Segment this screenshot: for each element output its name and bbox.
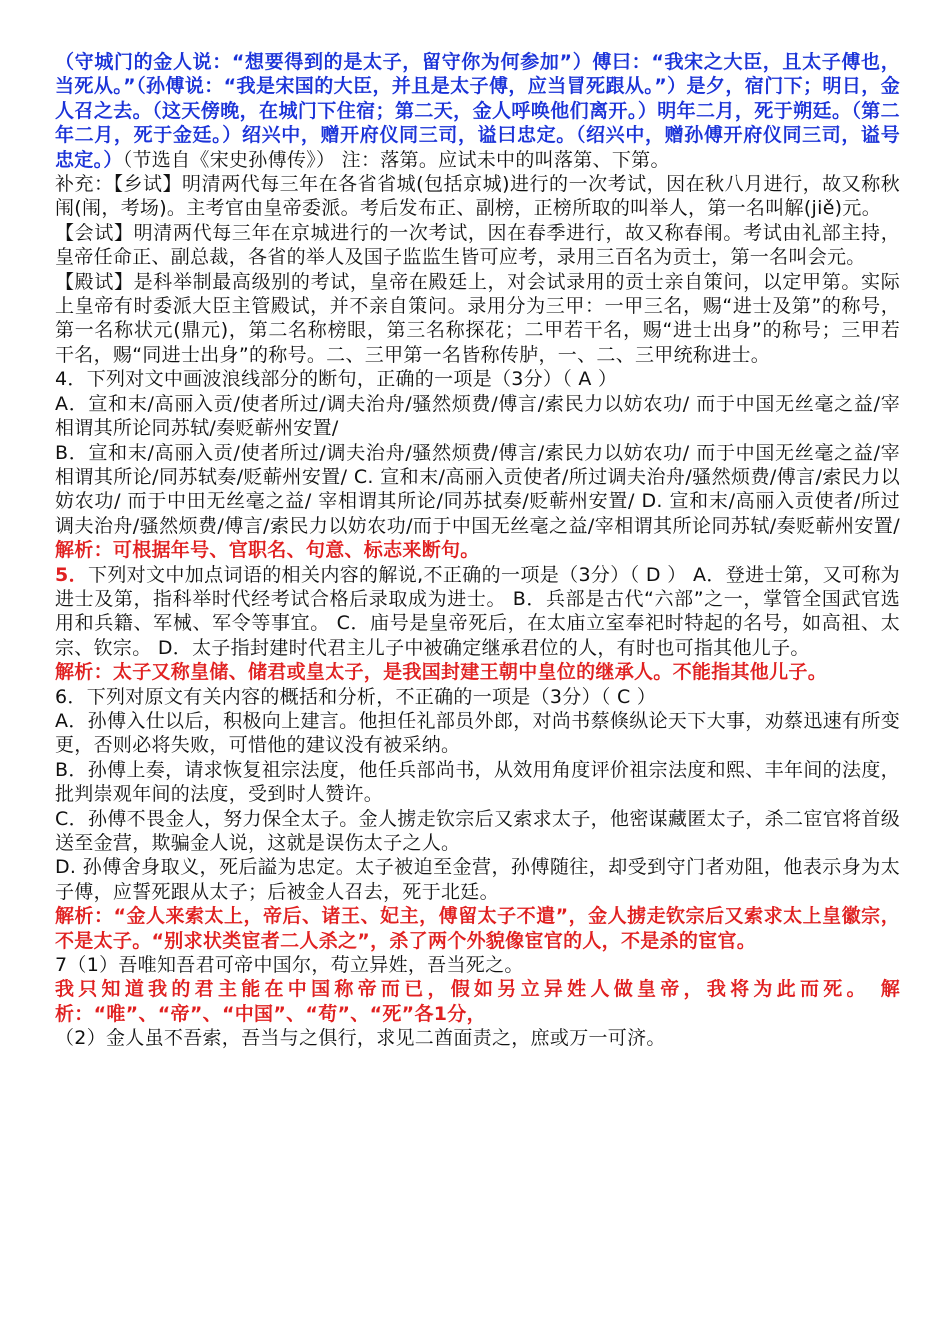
question-7-sentence-2: （2）金人虽不吾索，吾当与之俱行，求见二酋面责之，庶或万一可济。 <box>55 1027 666 1050</box>
question-4-analysis: 解析：可根据年号、官职名、句意、标志来断句。 <box>55 539 480 562</box>
question-7-answer-1: 我只知道我的君主能在中国称帝而已，假如另立异姓人做皇帝，我将为此而死。 解析：“唯”、“帝”、“中国”、“苟”、“死”各1分， <box>55 978 900 1025</box>
passage-paragraph <box>55 50 900 172</box>
question-4-stem: 4．下列对文中画波浪线部分的断句，正确的一项是（3分）（ A ） <box>55 368 618 391</box>
document-page <box>55 50 900 1051</box>
question-4-options-bcd <box>55 441 900 563</box>
question-6-analysis: 解析：“金人来索太上，帝后、诸王、妃主，傅留太子不遣”，金人掳走钦宗后又索求太上皇徽宗，不是太子。“别求状类宦者二人杀之”，杀了两个外貌像宦官的人，不是杀的宦官。 <box>55 905 900 952</box>
supplement-huishi: 【会试】明清两代每三年在京城进行的一次考试，因在春季进行，故又称春闱。考试由礼部主持，皇帝任命正、副总裁，各省的举人及国子监监生皆可应考，录用三百名为贡士，第一名叫会元。 <box>55 221 900 269</box>
supplement-xiangshi: 补充：【乡试】明清两代每三年在各省省城(包括京城)进行的一次考试，因在秋八月进行，故又称秋闱(闱，考场)。主考官由皇帝委派。考后发布正、副榜，正榜所取的叫举人，第一名叫解(jiě)元。 <box>55 173 900 220</box>
question-6-option-c: C．孙傅不畏金人，努力保全太子。金人掳走钦宗后又索求太子，他密谋藏匿太子，杀二宦官将首级送至金营，欺骗金人说，这就是误伤太子之人。 <box>55 807 900 854</box>
question-7-sentence-1: 7（1）吾唯知吾君可帝中国尔，苟立异姓，吾当死之。 <box>55 954 524 977</box>
question-4-option-a: A．宣和末/高丽入贡/使者所过/调夫治舟/骚然烦费/傅言/索民力以妨农功/ 而于中国无丝毫之益/宰相谓其所论同苏轼/奏贬蕲州安置/ <box>55 392 900 440</box>
question-5-analysis: 解析：太子又称皇储、储君或皇太子，是我国封建王朝中皇位的继承人。不能指其他儿子。 <box>55 661 828 684</box>
question-5 <box>55 563 900 661</box>
question-6-option-d: D. 孙傅舍身取义，死后謚为忠定。太子被迫至金营，孙傅随往，却受到守门者劝阻，他表示身为太子傅，应誓死跟从太子；后被金人召去，死于北廷。 <box>55 856 900 903</box>
question-6-option-a: A．孙傅入仕以后，积极向上建言。他担任礼部员外郎，对尚书蔡倏纵论天下大事，劝蔡迅速有所变更，否则必将失败，可惜他的建议没有被采纳。 <box>55 709 900 757</box>
question-4-options-bcd-text: B．宣和末/高丽入贡/使者所过/调夫治舟/骚然烦费/傅言/索民力以妨农功/ 而于中国无丝毫之益/宰相谓其所论/同苏轼奏/贬蕲州安置/ C. 宣和末/高丽入贡使者/所过调夫治舟/骚然烦费/傅言/索民力以妨农功/ 而于中田无丝毫之益/ 宰相谓其所论/同苏拭奏/贬蕲州安置/ D. 宣和末/高丽入贡使者/所过调夫治舟/骚然烦费/傅言/索民力以妨农功/而于中国无丝毫之益/宰相谓其所论同苏轼/奏贬蕲州安置/ <box>55 441 900 537</box>
question-6-stem: 6．下列对原文有关内容的概括和分析，不正确的一项是（3分）（ C ） <box>55 685 657 708</box>
passage-source-note: （节选自《宋史孙傅传》） 注：落第。应试未中的叫落第、下第。 <box>122 148 670 171</box>
passage-translation: （守城门的金人说：“想要得到的是太子，留守你为何参加”）傅曰：“我宋之大臣，且太子傅也，当死从。”（孙傅说：“我是宋国的大臣，并且是太子傅，应当冒死跟从。”）是夕，宿门下；明日，金人召之去。（这天傍晚，在城门下住宿；第二天，金人呼唤他们离开。）明年二月，死于朔廷。（第二年二月，死于金廷。）绍兴中，赠开府仪同三司，谥曰忠定。（绍兴中，赠孙傅开府仪同三司，谥号忠定。） <box>55 51 900 171</box>
question-5-body: 下列对文中加点词语的相关内容的解说,不正确的一项是（3分）（ D ） A．登进士第，又可称为进士及第，指科举时代经考试合格后录取成为进士。 B．兵部是古代“六部”之一，掌管全国武官选用和兵籍、军械、军令等事宜。 C．庙号是皇帝死后，在太庙立室奉祀时特起的名号，如高祖、太宗、钦宗。 D．太子指封建时代君主儿子中被确定继承君位的人，有时也可指其他儿子。 <box>55 563 900 659</box>
question-5-number: 5． <box>55 563 88 586</box>
question-6-option-b: B．孙傅上奏，请求恢复祖宗法度，他任兵部尚书，从效用角度评价祖宗法度和熙、丰年间的法度，批判崇观年间的法度，受到时人赞许。 <box>55 758 900 806</box>
supplement-dianshi: 【殿试】是科举制最高级别的考试，皇帝在殿廷上，对会试录用的贡士亲自策问，以定甲第。实际上皇帝有时委派大臣主管殿试，并不亲自策问。录用分为三甲：一甲三名，赐“进士及第”的称号，第一名称状元(鼎元)，第二名称榜眼，第三名称探花；二甲若干名，赐“进士出身”的称号；三甲若干名，赐“同进士出身”的称号。二、三甲第一名皆称传胪，一、二、三甲统称进士。 <box>55 270 900 366</box>
